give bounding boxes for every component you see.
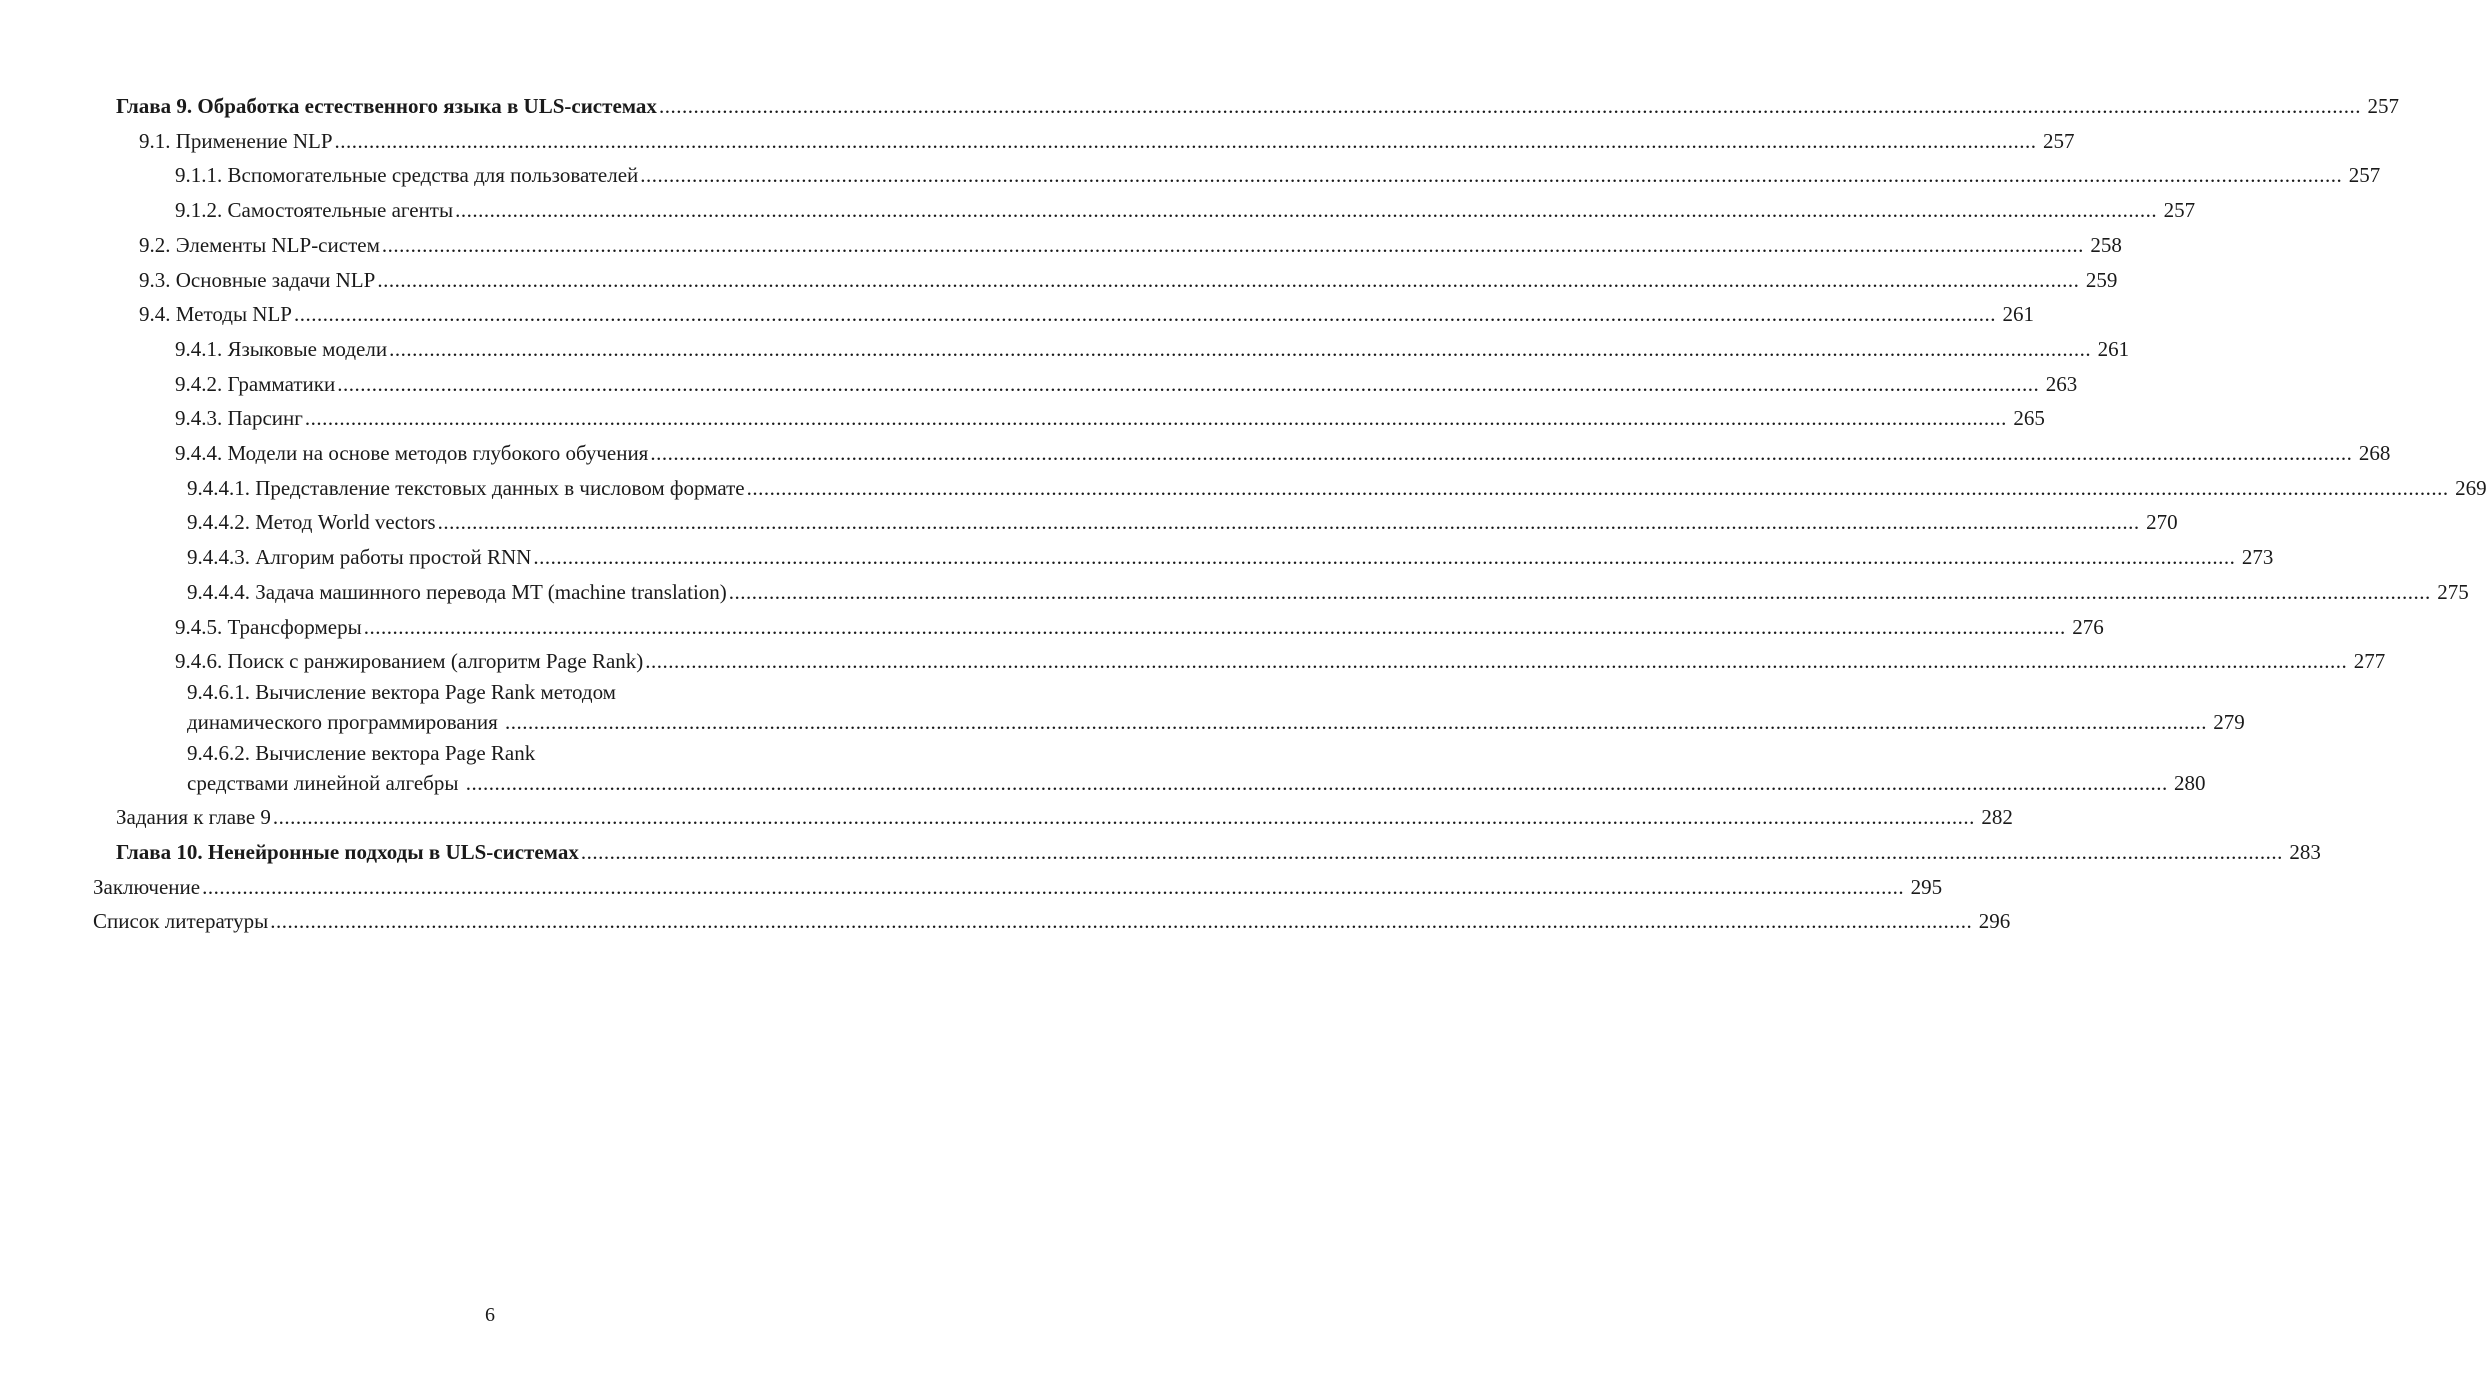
toc-entry-title-line1: 9.4.6.2. Вычисление вектора Page Rank [187, 740, 536, 765]
toc-entry-title: 9.4.6. Поиск с ранжированием (алгоритм Page Rank) [175, 649, 644, 674]
toc-entry-9-2[interactable] [0, 228, 2122, 263]
toc-page-number: 296 [1978, 909, 2011, 934]
toc-page-number: 275 [2437, 579, 2469, 604]
toc-page-number: 257 [2348, 163, 2381, 188]
toc-page-number: 257 [2163, 198, 2196, 223]
toc-page-number: 265 [2013, 406, 2045, 431]
toc-entry-9-4-4-3[interactable] [0, 540, 2274, 575]
page-number: 6 [485, 1304, 495, 1326]
toc-entry-title: 9.4.4.2. Метод World vectors [187, 510, 436, 535]
toc-entry-title-line2: динамического программирования [187, 709, 498, 734]
dot-leader [364, 610, 2066, 645]
toc-entry-title: 9.2. Элементы NLP-систем [139, 232, 380, 257]
toc-entry-chapter-9-tasks[interactable] [0, 800, 2013, 835]
toc-entry-title: 9.1.1. Вспомогательные средства для пользователей [175, 163, 639, 188]
toc-entry-title: 9.4.3. Парсинг [175, 406, 303, 431]
toc-page-number: 276 [2072, 614, 2104, 639]
toc-page-number: 280 [2173, 770, 2206, 795]
dot-leader [455, 193, 2157, 228]
toc-entry-title: Глава 10. Ненейронные подходы в ULS-системах [116, 840, 579, 865]
dot-leader [640, 158, 2342, 193]
toc-entry-9-4-2[interactable] [0, 367, 2078, 402]
toc-page-number: 273 [2241, 545, 2274, 570]
dot-leader [337, 367, 2039, 402]
toc-page-number: 257 [2043, 128, 2075, 153]
dot-leader [645, 644, 2347, 679]
dot-leader [533, 540, 2235, 575]
dot-leader [273, 800, 1975, 835]
toc-page-number: 258 [2090, 232, 2122, 257]
toc-page-number: 283 [2289, 840, 2321, 865]
toc-entry-chapter-9[interactable] [0, 89, 2399, 124]
dot-leader [382, 228, 2084, 263]
toc-entry-title: Глава 9. Обработка естественного языка в ULS-системах [116, 94, 657, 118]
toc-entry-title: 9.4.4.1. Представление текстовых данных в числовом формате [187, 475, 745, 500]
toc-page-number: 263 [2045, 371, 2078, 396]
toc-page-number: 261 [2002, 302, 2034, 327]
toc-entry-9-4-5[interactable] [0, 610, 2104, 645]
toc-entry-9-4-4-1[interactable] [0, 471, 2487, 506]
toc-entry-title: 9.4.4. Модели на основе методов глубокого обучения [175, 441, 649, 466]
toc-entry-9-4[interactable] [0, 297, 2034, 332]
toc-entry-title: 9.4.5. Трансформеры [175, 614, 362, 639]
dot-leader [389, 332, 2091, 367]
dot-leader [466, 771, 2168, 795]
toc-entry-9-4-6-2[interactable] [0, 740, 2206, 801]
dot-leader [581, 835, 2283, 870]
toc-entry-title: Задания к главе 9 [116, 805, 271, 830]
dot-leader [335, 124, 2037, 159]
dot-leader [650, 436, 2352, 471]
dot-leader [202, 870, 1904, 905]
toc-page-number: 270 [2146, 510, 2178, 535]
toc-page-number: 277 [2353, 649, 2386, 674]
table-of-contents [0, 89, 2487, 939]
toc-page-number: 257 [2367, 94, 2399, 118]
toc-entry-title-line1: 9.4.6.1. Вычисление вектора Page Rank методом [187, 679, 616, 704]
toc-entry-references[interactable] [0, 904, 2011, 939]
toc-entry-9-4-4-4[interactable] [0, 575, 2469, 610]
toc-entry-9-1-1[interactable] [0, 158, 2381, 193]
dot-leader [747, 471, 2449, 506]
toc-entry-title: 9.4.4.3. Алгорим работы простой RNN [187, 545, 532, 570]
toc-entry-title: 9.1. Применение NLP [139, 128, 333, 153]
toc-entry-title: 9.4.1. Языковые модели [175, 336, 388, 361]
toc-entry-9-3[interactable] [0, 263, 2118, 298]
toc-entry-conclusion[interactable] [0, 870, 1943, 905]
toc-entry-title: 9.3. Основные задачи NLP [139, 267, 376, 292]
toc-entry-9-1-2[interactable] [0, 193, 2196, 228]
toc-entry-title: Список литературы [93, 909, 269, 934]
toc-entry-chapter-10[interactable] [0, 835, 2321, 870]
dot-leader [729, 575, 2431, 610]
dot-leader [294, 297, 1996, 332]
toc-entry-title-line2: средствами линейной алгебры [187, 770, 459, 795]
toc-entry-9-4-6[interactable] [0, 644, 2386, 679]
dot-leader [270, 904, 1972, 939]
toc-entry-title: 9.1.2. Самостоятельные агенты [175, 198, 454, 223]
toc-entry-9-4-3[interactable] [0, 401, 2045, 436]
dot-leader [438, 505, 2140, 540]
toc-entry-9-1[interactable] [0, 124, 2075, 159]
toc-entry-9-4-4-2[interactable] [0, 505, 2178, 540]
dot-leader [505, 710, 2207, 734]
toc-page-number: 268 [2358, 441, 2391, 466]
toc-entry-9-4-6-1[interactable] [0, 679, 2245, 740]
dot-leader [377, 263, 2079, 298]
dot-leader [305, 401, 2007, 436]
dot-leader [659, 89, 2361, 124]
toc-page-number: 295 [1910, 874, 1943, 899]
toc-page-number: 269 [2455, 475, 2487, 500]
toc-entry-title: Заключение [93, 874, 201, 899]
toc-entry-title: 9.4.4.4. Задача машинного перевода MT (machine translation) [187, 579, 727, 604]
toc-entry-title: 9.4. Методы NLP [139, 302, 292, 327]
toc-page-number: 261 [2097, 336, 2130, 361]
toc-entry-title: 9.4.2. Грамматики [175, 371, 336, 396]
toc-page-number: 282 [1981, 805, 2013, 830]
toc-entry-9-4-1[interactable] [0, 332, 2130, 367]
toc-page-number: 279 [2213, 709, 2245, 734]
toc-page-number: 259 [2085, 267, 2118, 292]
toc-entry-9-4-4[interactable] [0, 436, 2391, 471]
